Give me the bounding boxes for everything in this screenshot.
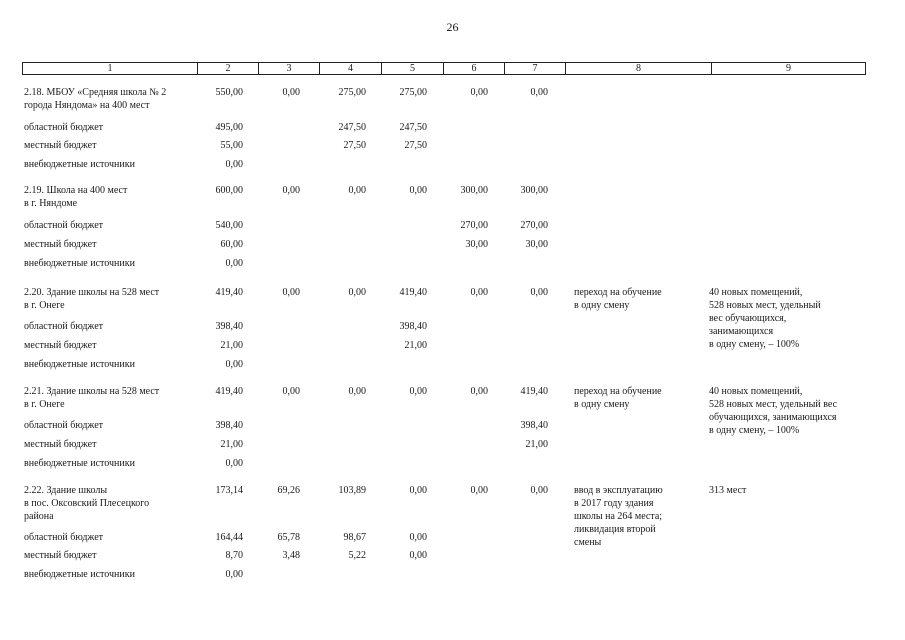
cell: 5,22 [348, 550, 366, 561]
cell: 0,00 [225, 569, 243, 580]
cell: 60,00 [220, 239, 243, 250]
funding-row [0, 549, 905, 563]
cell: 27,50 [404, 140, 427, 151]
year-value: 419,40 [520, 386, 548, 397]
year-value: 0,00 [282, 287, 300, 298]
source-label: внебюджетные источники [24, 159, 135, 170]
source-label: областной бюджет [24, 321, 104, 332]
year-value: 0,00 [348, 185, 366, 196]
funding-row [0, 219, 905, 233]
cell: 0,00 [225, 359, 243, 370]
funding-row [0, 238, 905, 252]
source-label: местный бюджет [24, 140, 97, 151]
year-value: 0,00 [409, 185, 427, 196]
cell: 55,00 [220, 140, 243, 151]
year-value: 0,00 [530, 287, 548, 298]
cell: 3,48 [282, 550, 300, 561]
expected-outcome: ввод в эксплуатацию в 2017 году здания школы на 264 места; ликвидация второй смены [574, 485, 663, 548]
header-col-4: 4 [320, 63, 382, 75]
cell: 398,40 [215, 321, 243, 332]
year-value: 0,00 [470, 87, 488, 98]
cell: 0,00 [225, 159, 243, 170]
source-label: областной бюджет [24, 532, 104, 543]
year-value: 0,00 [348, 287, 366, 298]
year-value: 0,00 [282, 87, 300, 98]
year-value: 0,00 [409, 485, 427, 496]
source-label: областной бюджет [24, 122, 104, 133]
source-label: внебюджетные источники [24, 458, 135, 469]
funding-row [0, 121, 905, 135]
cell: 495,00 [215, 122, 243, 133]
header-col-8: 8 [566, 63, 712, 75]
cell: 247,50 [338, 122, 366, 133]
expected-outcome: переход на обучение в одну смену [574, 287, 662, 311]
source-label: местный бюджет [24, 439, 97, 450]
item-title: 2.22. Здание школы в пос. Оксовский Плесецкого района [24, 485, 150, 522]
year-value: 103,89 [338, 485, 366, 496]
year-value: 0,00 [470, 386, 488, 397]
year-value: 0,00 [530, 485, 548, 496]
year-value: 0,00 [470, 287, 488, 298]
cell: 540,00 [215, 220, 243, 231]
funding-row [0, 339, 905, 353]
year-value: 0,00 [282, 185, 300, 196]
cell: 98,67 [343, 532, 366, 543]
funding-row [0, 531, 905, 545]
cell: 164,44 [215, 532, 243, 543]
header-col-6: 6 [444, 63, 505, 75]
source-label: внебюджетные источники [24, 569, 135, 580]
cell: 0,00 [225, 458, 243, 469]
total-value: 419,40 [215, 287, 243, 298]
header-col-5: 5 [382, 63, 444, 75]
funding-row [0, 158, 905, 172]
cell: 398,40 [520, 420, 548, 431]
funding-row [0, 257, 905, 271]
cell: 65,78 [277, 532, 300, 543]
year-value: 0,00 [282, 386, 300, 397]
year-value: 275,00 [399, 87, 427, 98]
funding-row [0, 568, 905, 582]
source-label: местный бюджет [24, 340, 97, 351]
year-value: 419,40 [399, 287, 427, 298]
cell: 0,00 [409, 550, 427, 561]
cell: 0,00 [225, 258, 243, 269]
year-value: 0,00 [470, 485, 488, 496]
source-label: внебюджетные источники [24, 258, 135, 269]
header-col-3: 3 [259, 63, 320, 75]
funding-row [0, 457, 905, 471]
item-title: 2.21. Здание школы на 528 мест в г. Онеге [24, 386, 160, 410]
target-indicator: 40 новых помещений, 528 новых мест, удельный вес обучающихся, занимающихся в одну смену, – 100% [709, 386, 838, 436]
total-value: 419,40 [215, 386, 243, 397]
cell: 21,00 [525, 439, 548, 450]
cell: 247,50 [399, 122, 427, 133]
year-value: 300,00 [460, 185, 488, 196]
year-value: 300,00 [520, 185, 548, 196]
year-value: 275,00 [338, 87, 366, 98]
item-title: 2.18. МБОУ «Средняя школа № 2 города Няндома» на 400 мест [24, 87, 167, 111]
column-number-header [22, 62, 866, 75]
cell: 21,00 [404, 340, 427, 351]
expected-outcome: переход на обучение в одну смену [574, 386, 662, 410]
year-value: 69,26 [277, 485, 300, 496]
source-label: местный бюджет [24, 550, 97, 561]
funding-row [0, 320, 905, 334]
total-value: 550,00 [215, 87, 243, 98]
target-indicator: 40 новых помещений, 528 новых мест, удельный вес обучающихся, занимающихся в одну смену, – 100% [709, 287, 821, 350]
target-indicator: 313 мест [709, 485, 747, 496]
total-value: 600,00 [215, 185, 243, 196]
source-label: областной бюджет [24, 220, 104, 231]
funding-row [0, 139, 905, 153]
source-label: областной бюджет [24, 420, 104, 431]
source-label: внебюджетные источники [24, 359, 135, 370]
cell: 30,00 [525, 239, 548, 250]
year-value: 0,00 [409, 386, 427, 397]
page-number: 26 [446, 20, 459, 34]
cell: 30,00 [465, 239, 488, 250]
cell: 398,40 [215, 420, 243, 431]
cell: 0,00 [409, 532, 427, 543]
header-col-9: 9 [712, 63, 866, 75]
cell: 8,70 [225, 550, 243, 561]
header-col-1: 1 [23, 63, 198, 75]
source-label: местный бюджет [24, 239, 97, 250]
cell: 398,40 [399, 321, 427, 332]
cell: 21,00 [220, 439, 243, 450]
cell: 21,00 [220, 340, 243, 351]
funding-row [0, 358, 905, 372]
year-value: 0,00 [530, 87, 548, 98]
cell: 270,00 [520, 220, 548, 231]
cell: 27,50 [343, 140, 366, 151]
item-title: 2.19. Школа на 400 мест в г. Няндоме [24, 185, 128, 209]
header-col-2: 2 [198, 63, 259, 75]
item-title: 2.20. Здание школы на 528 мест в г. Онеге [24, 287, 160, 311]
funding-row [0, 438, 905, 452]
header-col-7: 7 [505, 63, 566, 75]
year-value: 0,00 [348, 386, 366, 397]
funding-row [0, 419, 905, 433]
total-value: 173,14 [215, 485, 243, 496]
cell: 270,00 [460, 220, 488, 231]
